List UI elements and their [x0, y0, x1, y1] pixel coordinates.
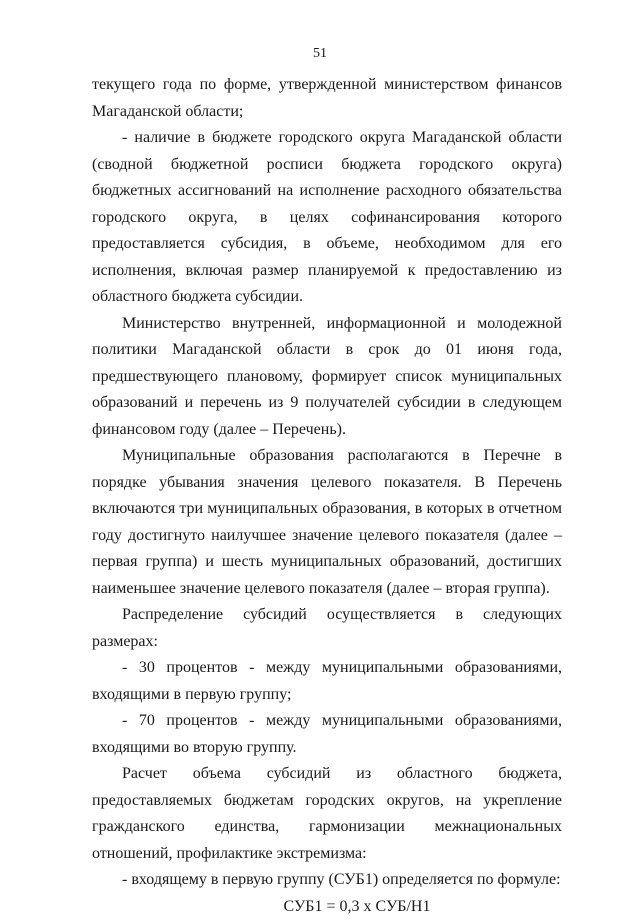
paragraph-continuation: текущего года по форме, утвержденной министерством финансов Магаданской области;	[92, 72, 562, 125]
paragraph-second-group-share: - 70 процентов - между муниципальными образованиями, входящими во вторую группу.	[92, 708, 562, 761]
document-body	[92, 72, 562, 920]
paragraph-municipal-ranking: Муниципальные образования располагаются в Перечне в порядке убывания значения целевого показателя. В Перечень включаются три муниципальных образования, в которых в отчетном году достигнуто наилучшее значение целевого показателя (далее – первая группа) и шесть муниципальных образований, достигших наименьшее значение целевого показателя (далее – вторая группа).	[92, 443, 562, 602]
paragraph-subsidy-calculation: Расчет объема субсидий из областного бюджета, предоставляемых бюджетам городских округов, на укрепление гражданского единства, гармонизации межнациональных отношений, профилактике экстремизма:	[92, 761, 562, 867]
paragraph-first-group-share: - 30 процентов - между муниципальными образованиями, входящими в первую группу;	[92, 655, 562, 708]
paragraph-budget-allocation: - наличие в бюджете городского округа Магаданской области (сводной бюджетной росписи бюджета городского округа) бюджетных ассигнований на исполнение расходного обязательства городского округа, в целях софинансирования которого предоставляется субсидия, в объеме, необходимом для его исполнения, включая размер планируемой к предоставлению из областного бюджета субсидии.	[92, 125, 562, 311]
paragraph-distribution-intro: Распределение субсидий осуществляется в следующих размерах:	[92, 602, 562, 655]
paragraph-first-group-formula-intro: - входящему в первую группу (СУБ1) определяется по формуле:	[92, 867, 562, 894]
paragraph-ministry-list: Министерство внутренней, информационной и молодежной политики Магаданской области в срок до 01 июня года, предшествующего плановому, формирует список муниципальных образований и перечень из 9 получателей субсидии в следующем финансовом году (далее – Перечень).	[92, 311, 562, 444]
page-number: 51	[0, 46, 640, 62]
formula: СУБ1 = 0,3 х СУБ/Н1	[92, 894, 562, 920]
